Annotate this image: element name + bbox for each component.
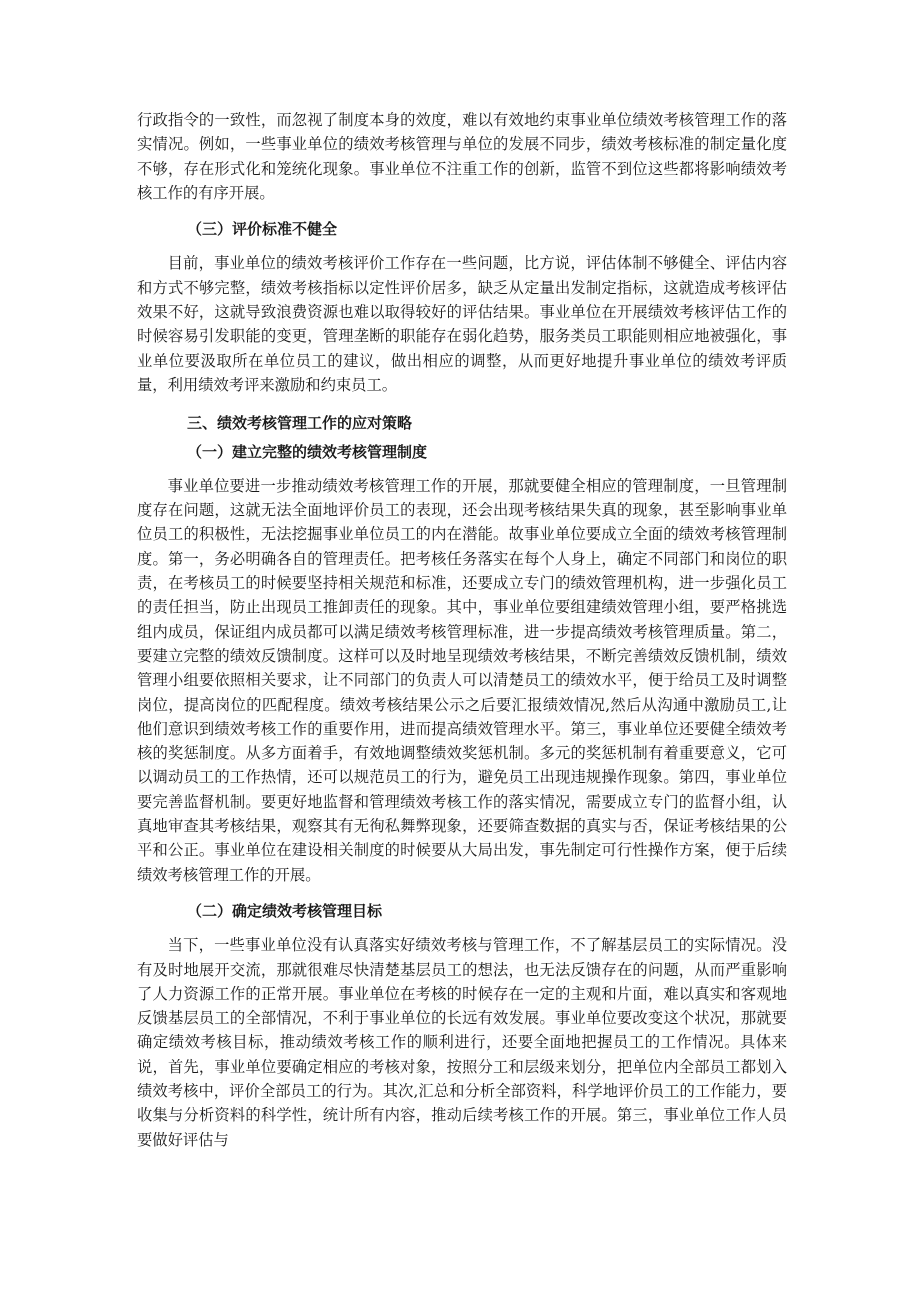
paragraph-evaluation-standard: 目前，事业单位的绩效考核评价工作存在一些问题，比方说，评估体制不够健全、评估内容和方式不够完整，绩效考核指标以定性评价居多，缺乏从定量出发制定指标，这就造成考核评估效果不好，这就导致浪费资源也难以取得较好的评估结果。事业单位在开展绩效考核评估工作的时候容易引发职能的变更，管理垄断的职能存在弱化趋势，服务类员工职能则相应地被强化，事业单位要汲取所在单位员工的建议，做出相应的调整，从而更好地提升事业单位的绩效考评质量，利用绩效考评来激励和约束员工。 xyxy=(137,254,787,394)
heading-evaluation-standard: （三）评价标准不健全 xyxy=(187,220,338,239)
paragraph-establish-system: 事业单位要进一步推动绩效考核管理工作的开展，那就要健全相应的管理制度，一旦管理制度存在问题，这就无法全面地评价员工的表现，还会出现考核结果失真的现象，甚至影响事业单位员工的积极性，无法挖掘事业单位员工的内在潜能。故事业单位要成立全面的绩效考核管理制度。第一，务必明确各自的管理责任。把考核任务落实在每个人身上，确定不同部门和岗位的职责，在考核员工的时候要坚持相关规范和标准，还要成立专门的绩效管理机构，进一步强化员工的责任担当，防止出现员工推卸责任的现象。其中，事业单位要组建绩效管理小组，要严格挑选组内成员，保证组内成员都可以满足绩效考核管理标准，进一步提高绩效考核管理质量。第二，要建立完整的绩效反馈制度。这样可以及时地呈现绩效考核结果，不断完善绩效反馈机制，绩效管理小组要依照相关要求，让不同部门的负责人可以清楚员工的绩效水平，便于给员工及时调整岗位，提高岗位的匹配程度。绩效考核结果公示之后要汇报绩效情况,然后从沟通中激励员工,让他们意识到绩效考核工作的重要作用，进而提高绩效管理水平。第三，事业单位还要健全绩效考核的奖惩制度。从多方面着手，有效地调整绩效奖惩机制。多元的奖惩机制有着重要意义，它可以调动员工的工作热情，还可以规范员工的行为，避免员工出现违规操作现象。第四，事业单位要完善监督机制。要更好地监督和管理绩效考核工作的落实情况，需要成立专门的监督小组，认真地审查其考核结果，观察其有无徇私舞弊现象，还要筛查数据的真实与否，保证考核结果的公平和公正。事业单位在建设相关制度的时候要从大局出发，事先制定可行性操作方案，便于后续绩效考核管理工作的开展。 xyxy=(137,476,787,884)
document-page xyxy=(137,108,787,1152)
heading-establish-system: （一）建立完整的绩效考核管理制度 xyxy=(187,442,428,461)
paragraph-determine-goals: 当下，一些事业单位没有认真落实好绩效考核与管理工作，不了解基层员工的实际情况。没有及时地展开交流，那就很难尽快清楚基层员工的想法，也无法反馈存在的问题，从而严重影响了人力资源工作的正常开展。事业单位在考核的时候存在一定的主观和片面，难以真实和客观地反馈基层员工的全部情况，不利于事业单位的长远有效发展。事业单位要改变这个状况，那就要确定绩效考核目标，推动绩效考核工作的顺利进行，还要全面地把握员工的工作情况。具体来说，首先，事业单位要确定相应的考核对象，按照分工和层级来划分，把单位内全部员工都划入绩效考核中，评价全部员工的行为。其次,汇总和分析全部资料，科学地评价员工的工作能力，要收集与分析资料的科学性，统计所有内容，推动后续考核工作的开展。第三，事业单位工作人员要做好评估与 xyxy=(137,936,787,1149)
paragraph-continuation: 行政指令的一致性，而忽视了制度本身的效度，难以有效地约束事业单位绩效考核管理工作的落实情况。例如，一些事业单位的绩效考核管理与单位的发展不同步，绩效考核标准的制定量化度不够，存在形式化和笼统化现象。事业单位不注重工作的创新，监管不到位这些都将影响绩效考核工作的有序开展。 xyxy=(137,111,787,202)
heading-determine-goals: （二）确定绩效考核管理目标 xyxy=(187,901,383,920)
heading-section-strategies: 三、绩效考核管理工作的应对策略 xyxy=(187,414,413,433)
